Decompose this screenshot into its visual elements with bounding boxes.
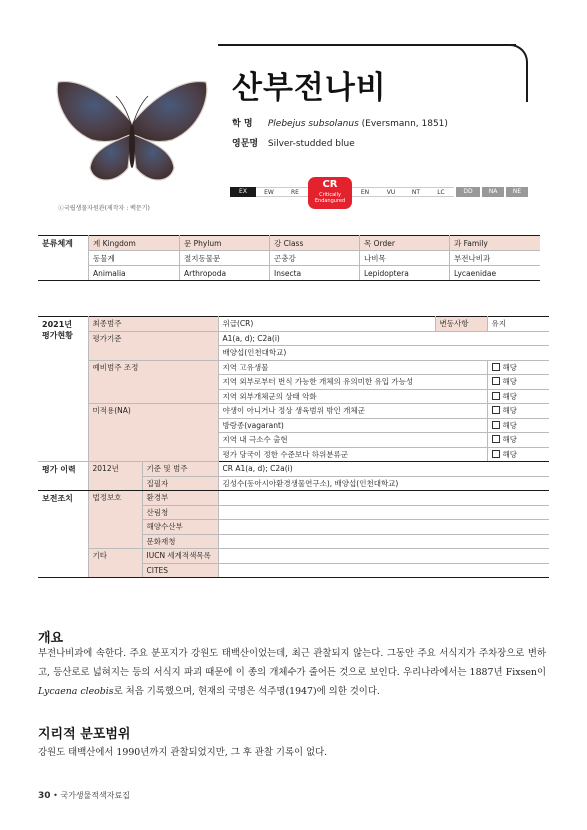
overview-text-part: 로 처음 기록했으며, 현재의 국명은 석주명(1947)에 의한 것이다. bbox=[113, 686, 380, 697]
taxonomy-header: 과 Family bbox=[450, 236, 541, 251]
history-label: 평가 이력 bbox=[38, 462, 88, 491]
taxonomy-latin: Lepidoptera bbox=[360, 266, 450, 281]
taxonomy-latin: Arthropoda bbox=[180, 266, 270, 281]
scientific-name-label: 학 명 bbox=[232, 119, 253, 129]
taxonomy-header: 목 Order bbox=[360, 236, 450, 251]
legal-value bbox=[218, 505, 549, 520]
history-year: 2012년 bbox=[88, 462, 142, 491]
final-category-value: 위급(CR) bbox=[218, 317, 435, 332]
taxonomy-table bbox=[38, 235, 540, 281]
status-cr-badge bbox=[308, 177, 352, 209]
scientific-name-row bbox=[232, 116, 448, 129]
na-item: 야생이 아니거나 정상 생육범위 밖인 개체군 bbox=[218, 404, 487, 419]
checkbox-cell bbox=[487, 433, 549, 448]
english-name: Silver-studded blue bbox=[267, 139, 355, 149]
preliminary-item: 지역 고유생물 bbox=[218, 360, 487, 375]
checkbox-icon bbox=[492, 392, 500, 400]
status-ex: EX bbox=[230, 187, 256, 197]
evaluation-table bbox=[38, 316, 549, 578]
change-value: 유지 bbox=[487, 317, 549, 332]
butterfly-photo bbox=[52, 68, 212, 198]
page-footer bbox=[38, 790, 130, 801]
history-author-label: 집필자 bbox=[142, 476, 218, 491]
checkbox-icon bbox=[492, 421, 500, 429]
check-label: 해당 bbox=[502, 449, 517, 459]
other-label: 기타 bbox=[88, 549, 142, 578]
checkbox-cell bbox=[487, 360, 549, 375]
na-label: 미적용(NA) bbox=[88, 404, 218, 462]
check-label: 해당 bbox=[502, 362, 517, 372]
english-name-label: 영문명 bbox=[232, 139, 259, 149]
criteria-label: 평가기준 bbox=[88, 331, 218, 360]
book-title: 국가생물적색자료집 bbox=[60, 791, 130, 800]
legal-label: 법정보호 bbox=[88, 491, 142, 549]
na-item: 평가 당국이 정한 수준보다 하위분류군 bbox=[218, 447, 487, 462]
checkbox-cell bbox=[487, 375, 549, 390]
taxonomy-header: 강 Class bbox=[270, 236, 360, 251]
checkbox-cell bbox=[487, 447, 549, 462]
status-ew: EW bbox=[256, 187, 282, 197]
status-cr-full: Critically Endangured bbox=[314, 192, 346, 204]
other-item: IUCN 세계적색목록 bbox=[142, 549, 218, 564]
status-cr: CR bbox=[322, 179, 338, 190]
status-re: RE bbox=[282, 187, 308, 197]
overview-scientific-name: Lycaena cleobis bbox=[38, 686, 114, 697]
legal-item: 문화재청 bbox=[142, 534, 218, 549]
overview-text-part: 부전나비과에 속한다. 주요 분포지가 강원도 태백산이었는데, 최근 관찰되지 않는다. 그동안 주요 서식지가 주차장으로 변하고, 등산로로 넓혀지는 등의 서식지 파괴 때문에 이 종의 개체수가 줄어든 것으로 보인다. 우리나라에서는 1887년 Fixsen이 bbox=[38, 648, 546, 678]
header-frame-vertical bbox=[526, 62, 528, 102]
legal-value bbox=[218, 520, 549, 535]
overview-heading: 개요 bbox=[38, 631, 64, 646]
status-en: EN bbox=[352, 187, 378, 197]
other-value bbox=[218, 549, 549, 564]
checkbox-icon bbox=[492, 406, 500, 414]
status-ne: NE bbox=[506, 187, 528, 197]
status-na: NA bbox=[482, 187, 504, 197]
na-item: 방랑종(vagarant) bbox=[218, 418, 487, 433]
check-label: 해당 bbox=[502, 391, 517, 401]
taxonomy-header: 계 Kingdom bbox=[89, 236, 180, 251]
other-item: CITES bbox=[142, 563, 218, 578]
protection-label: 보전조치 bbox=[38, 491, 88, 578]
footer-bullet: • bbox=[53, 791, 58, 800]
checkbox-cell bbox=[487, 404, 549, 419]
change-label: 변동사항 bbox=[435, 317, 487, 332]
english-name-row bbox=[232, 136, 355, 149]
taxonomy-korean: 곤충강 bbox=[270, 251, 360, 266]
page-number: 30 bbox=[38, 791, 51, 801]
legal-item: 산림청 bbox=[142, 505, 218, 520]
status-nt: NT bbox=[404, 187, 428, 197]
assessor-value: 배양섭(인천대학교) bbox=[218, 346, 549, 361]
check-label: 해당 bbox=[502, 377, 517, 387]
scientific-author: (Eversmann, 1851) bbox=[358, 119, 448, 129]
legal-value bbox=[218, 491, 549, 506]
preliminary-item: 지역 외부개체군의 상태 악화 bbox=[218, 389, 487, 404]
taxonomy-korean: 나비목 bbox=[360, 251, 450, 266]
taxonomy-latin: Lycaenidae bbox=[450, 266, 541, 281]
legal-item: 환경부 bbox=[142, 491, 218, 506]
checkbox-icon bbox=[492, 435, 500, 443]
checkbox-icon bbox=[492, 377, 500, 385]
checkbox-icon bbox=[492, 363, 500, 371]
status-lc: LC bbox=[428, 187, 454, 197]
taxonomy-latin: Animalia bbox=[89, 266, 180, 281]
check-label: 해당 bbox=[502, 406, 517, 416]
checkbox-icon bbox=[492, 450, 500, 458]
final-category-label: 최종범주 bbox=[88, 317, 218, 332]
header-frame-line bbox=[218, 44, 516, 46]
header-frame-corner bbox=[508, 44, 528, 64]
history-criteria-label: 기준 및 범주 bbox=[142, 462, 218, 477]
taxonomy-korean: 동물계 bbox=[89, 251, 180, 266]
na-item: 지역 내 극소수 출현 bbox=[218, 433, 487, 448]
taxonomy-korean: 부전나비과 bbox=[450, 251, 541, 266]
distribution-text: 강원도 태백산에서 1990년까지 관찰되었지만, 그 후 관찰 기록이 없다. bbox=[38, 747, 328, 758]
distribution-heading: 지리적 분포범위 bbox=[38, 727, 131, 742]
criteria-value: A1(a, d); C2a(i) bbox=[218, 331, 549, 346]
history-author-value: 김성수(동아시아환경생물연구소), 배양섭(인천대학교) bbox=[218, 476, 549, 491]
history-criteria-value: CR A1(a, d); C2a(i) bbox=[218, 462, 549, 477]
check-label: 해당 bbox=[502, 420, 517, 430]
checkbox-cell bbox=[487, 389, 549, 404]
legal-item: 해양수산부 bbox=[142, 520, 218, 535]
preliminary-label: 예비범주 조정 bbox=[88, 360, 218, 404]
taxonomy-section-label: 분류체계 bbox=[38, 236, 89, 281]
scientific-name: Plebejus subsolanus bbox=[267, 119, 359, 129]
species-title: 산부전나비 bbox=[232, 70, 387, 106]
taxonomy-korean: 절지동물문 bbox=[180, 251, 270, 266]
overview-text bbox=[38, 644, 546, 701]
checkbox-cell bbox=[487, 418, 549, 433]
status-dd: DD bbox=[456, 187, 480, 197]
legal-value bbox=[218, 534, 549, 549]
taxonomy-latin: Insecta bbox=[270, 266, 360, 281]
status-vu: VU bbox=[378, 187, 404, 197]
preliminary-item: 지역 외부로부터 번식 가능한 개체의 유의미한 유입 가능성 bbox=[218, 375, 487, 390]
photo-credit: ⓒ국립생물자원관(제작자 : 백문기) bbox=[58, 205, 150, 212]
check-label: 해당 bbox=[502, 435, 517, 445]
other-value bbox=[218, 563, 549, 578]
taxonomy-header: 문 Phylum bbox=[180, 236, 270, 251]
evaluation-2021-label: 2021년 평가현황 bbox=[38, 317, 88, 462]
